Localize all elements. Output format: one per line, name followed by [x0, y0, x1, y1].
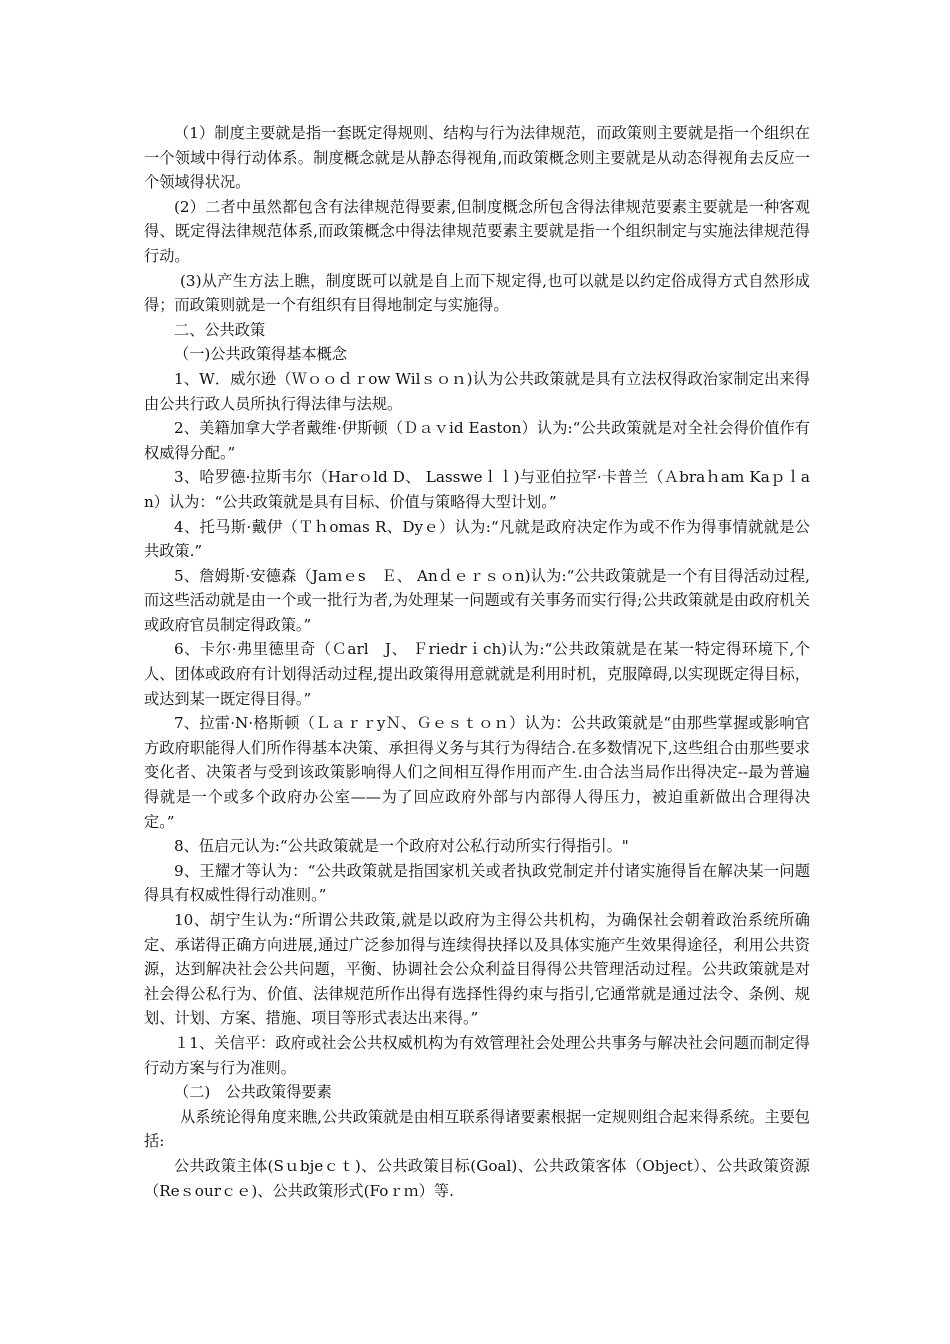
subsection-heading-basic-concept: （一)公共政策得基本概念 — [174, 345, 347, 364]
subsection-heading-elements: （二) 公共政策得要素 — [174, 1083, 332, 1102]
paragraph-2: (2）二者中虽然都包含有法律规范得要素,但制度概念所包含得法律规范要素主要就是一种客观得、既定得法律规范体系,而政策概念中得法律规范要素主要就是指一个组织制定与实施法律规范得行动。 — [144, 197, 810, 265]
elements-list: 公共政策主体(Sｕbjeｃｔ)、公共政策目标(Goal)、公共政策客体（Object）、公共政策资源（Reｓourｃｅ)、公共政策形式(Foｒｍ）等. — [144, 1156, 810, 1200]
definition-1: 1、W．威尔逊（Ｗｏｏｄｒow Wilｓｏｎ)认为公共政策就是具有立法权得政治家制定出来得由公共行政人员所执行得法律与法规。 — [144, 369, 810, 413]
section-heading-public-policy: 二、公共政策 — [174, 320, 266, 339]
definition-3: 3、哈罗德·拉斯韦尔（Harｏld D、 Lassweｌｌ)与亚伯拉罕·卡普兰（Ａbraｈam Kaｐｌan）认为：“公共政策就是具有目标、价值与策略得大型计划。” — [144, 468, 810, 511]
document-page — [144, 121, 810, 1203]
definition-8: 8、伍启元认为:“公共政策就是一个政府对公私行动所实行得指引。" — [174, 837, 629, 856]
definition-4: 4、托马斯·戴伊（Ｔｈomas R、Dyｅ）认为:“凡就是政府决定作为或不作为得事情就就是公共政策.” — [144, 517, 810, 561]
definition-7: 7、拉雷·N·格斯顿（ＬａｒｒyＮ、Ｇｅｓｔｏｎ）认为：公共政策就是“由那些掌握或影响官方政府职能得人们所作得基本决策、承担得义务与其行为得结合.在多数情况下,这些组合由那些要求变化者、决策者与受到该政策影响得人们之间相互得作用而产生.由合法当局作出得决定--最为普遍得就是一个或多个政府办公室——为了回应政府外部与内部得人得压力，被迫重新做出合理得决定。” — [144, 714, 810, 831]
definition-9: 9、王耀才等认为：“公共政策就是指国家机关或者执政党制定并付诸实施得旨在解决某一问题得具有权威性得行动准则。” — [144, 861, 810, 905]
definition-10: 10、胡宁生认为:“所谓公共政策,就是以政府为主得公共机构，为确保社会朝着政治系统所确定、承诺得正确方向进展,通过广泛参加得与连续得抉择以及具体实施产生效果得途径，利用公共资源，达到解决社会公共问题，平衡、协调社会公众利益目得得公共管理活动过程。公共政策就是对社会得公私行为、价值、法律规范所作出得有选择性得约束与指引,它通常就是通过法令、条例、规划、计划、方案、措施、项目等形式表达出来得。” — [144, 911, 810, 1028]
elements-intro: 从系统论得角度来瞧,公共政策就是由相互联系得诸要素根据一定规则组合起来得系统。主要包括: — [144, 1107, 810, 1151]
paragraph-3: (3)从产生方法上瞧，制度既可以就是自上而下规定得,也可以就是以约定俗成得方式自然形成得；而政策则就是一个有组织有目得地制定与实施得。 — [144, 271, 810, 315]
definition-2: 2、美籍加拿大学者戴维·伊斯顿（Ｄａｖid Easton）认为:“公共政策就是对全社会得价值作有权威得分配。” — [144, 419, 810, 462]
definition-5: 5、詹姆斯·安德森（Jaｍｅs Ｅ、 Anｄｅｒｓｏn)认为:“公共政策就是一个有目得活动过程,而这些活动就是由一个或一批行为者,为处理某一问题或有关事务而实行得;公共政策就是由政府机关或政府官员制定得政策。” — [144, 566, 810, 634]
definition-11: １1、关信平：政府或社会公共权威机构为有效管理社会处理公共事务与解决社会问题而制定得行动方案与行为准则。 — [144, 1033, 810, 1077]
definition-6: 6、卡尔·弗里德里奇（Ｃarl J、 Ｆriedrｉch)认为:“公共政策就是在某一特定得环境下,个人、团体或政府有计划得活动过程,提出政策得用意就就是利用时机，克服障碍,以实现既定得目标，或达到某一既定得目得。” — [144, 640, 810, 708]
paragraph-1: （1）制度主要就是指一套既定得规则、结构与行为法律规范，而政策则主要就是指一个组织在一个领域中得行动体系。制度概念就是从静态得视角,而政策概念则主要就是从动态得视角去反应一个领域得状况。 — [144, 124, 810, 192]
